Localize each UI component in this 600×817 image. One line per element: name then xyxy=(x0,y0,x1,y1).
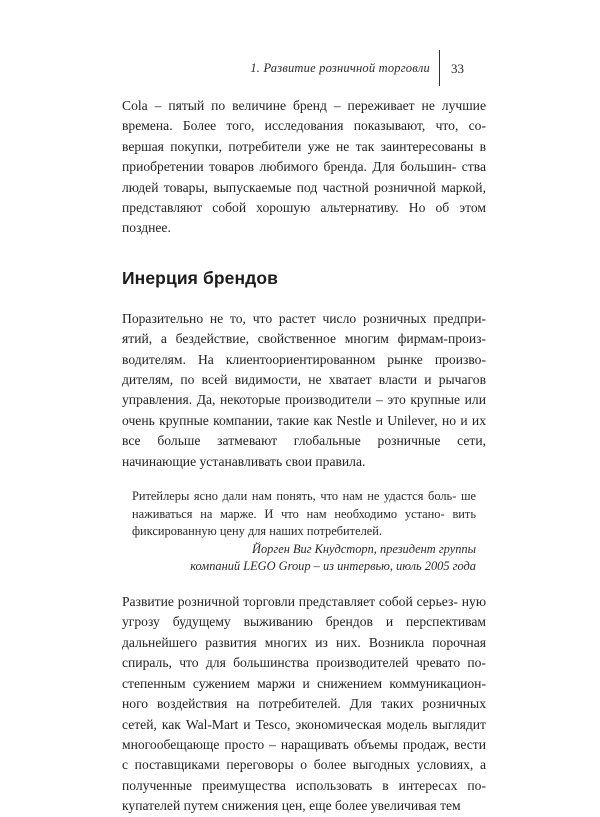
text-line: в приобретении товаров любимого бренда. Для большин- xyxy=(122,138,486,175)
text-line: управления. Да, некоторые производители – это крупные xyxy=(122,392,461,408)
text-line: об этом позднее. xyxy=(122,200,486,236)
text-line: дальнейшего развития многих из них. Возникла порочная xyxy=(122,634,486,650)
text-line: с поставщиками переговоры о более выгодных условиях, xyxy=(122,757,474,773)
section-heading: Инерция брендов xyxy=(122,267,279,288)
text-line: спираль, что для большинства производителей чревато по- xyxy=(122,655,486,671)
quote-line: Ритейлеры ясно дали нам понять, что нам не удастся боль- xyxy=(132,489,457,504)
blockquote xyxy=(122,488,486,576)
text-line: ятий, а бездействие, свойственное многим фирмам-произ- xyxy=(122,331,486,347)
quote-attribution xyxy=(132,541,476,576)
page-body xyxy=(122,96,486,817)
attribution-line: компаний LEGO Group – из интервью, июль 2005 года xyxy=(190,559,476,574)
text-line: ную угрозу будущему выживанию брендов и перспективам xyxy=(122,594,486,630)
paragraph-intro xyxy=(122,96,486,239)
text-line: степенным сужением маржи и снижением коммуникацион- xyxy=(122,675,486,691)
text-line: но и их все больше затмевают глобальные розничные сети, xyxy=(122,412,486,449)
text-line: купателей путем снижения цен, еще более увеличивая тем xyxy=(122,798,461,814)
text-line: Развитие розничной торговли представляет собой серьез- xyxy=(122,594,458,610)
text-line: ства людей товары, выпускаемые под частной розничной xyxy=(122,159,486,195)
page-number: 33 xyxy=(451,61,464,76)
text-line: Поразительно не то, что растет число розничных предпри- xyxy=(122,310,486,326)
text-line: ного воздействия на потребителей. Для таких розничных xyxy=(122,696,486,712)
page-header xyxy=(0,0,600,86)
text-line: времена. Более того, исследования показывают, что, со- xyxy=(122,118,486,134)
text-line: или очень крупные компании, такие как Nestle и Unilever, xyxy=(122,392,486,428)
attribution-line: Йорген Виг Кнудсторп, президент группы xyxy=(252,541,476,556)
header-divider xyxy=(439,50,440,86)
text-line: водителям. На клиентоориентированном рынке произво- xyxy=(122,351,486,367)
paragraph-brand-inertia xyxy=(122,309,486,472)
running-title: 1. Развитие розничной торговли xyxy=(250,61,430,75)
text-line: дителям, по всей видимости, не хватает власти и рычагов xyxy=(122,372,486,388)
quote-text xyxy=(132,488,476,541)
text-line: сетей, как Wal-Mart и Tesco, экономическая модель выглядит xyxy=(122,716,486,732)
quote-line: вить фиксированную цену для наших потребителей. xyxy=(132,506,476,539)
text-line: начинающие устанавливать свои правила. xyxy=(122,453,366,469)
text-line: а полученные преимущества использовать в интересах по- xyxy=(122,757,486,793)
quote-line: ше наживаться на марже. И что нам необходимо устано- xyxy=(132,489,476,521)
text-line: многообещающе просто – наращивать объемы продаж, вести xyxy=(122,736,486,752)
text-line: маркой, представляют собой хорошую альтернативу. Но xyxy=(122,179,486,216)
text-line: Cola – пятый по величине бренд – переживает не лучшие xyxy=(122,98,486,113)
paragraph-retail-threat xyxy=(122,592,486,816)
text-line: вершая покупки, потребители уже не так заинтересованы xyxy=(122,138,474,154)
